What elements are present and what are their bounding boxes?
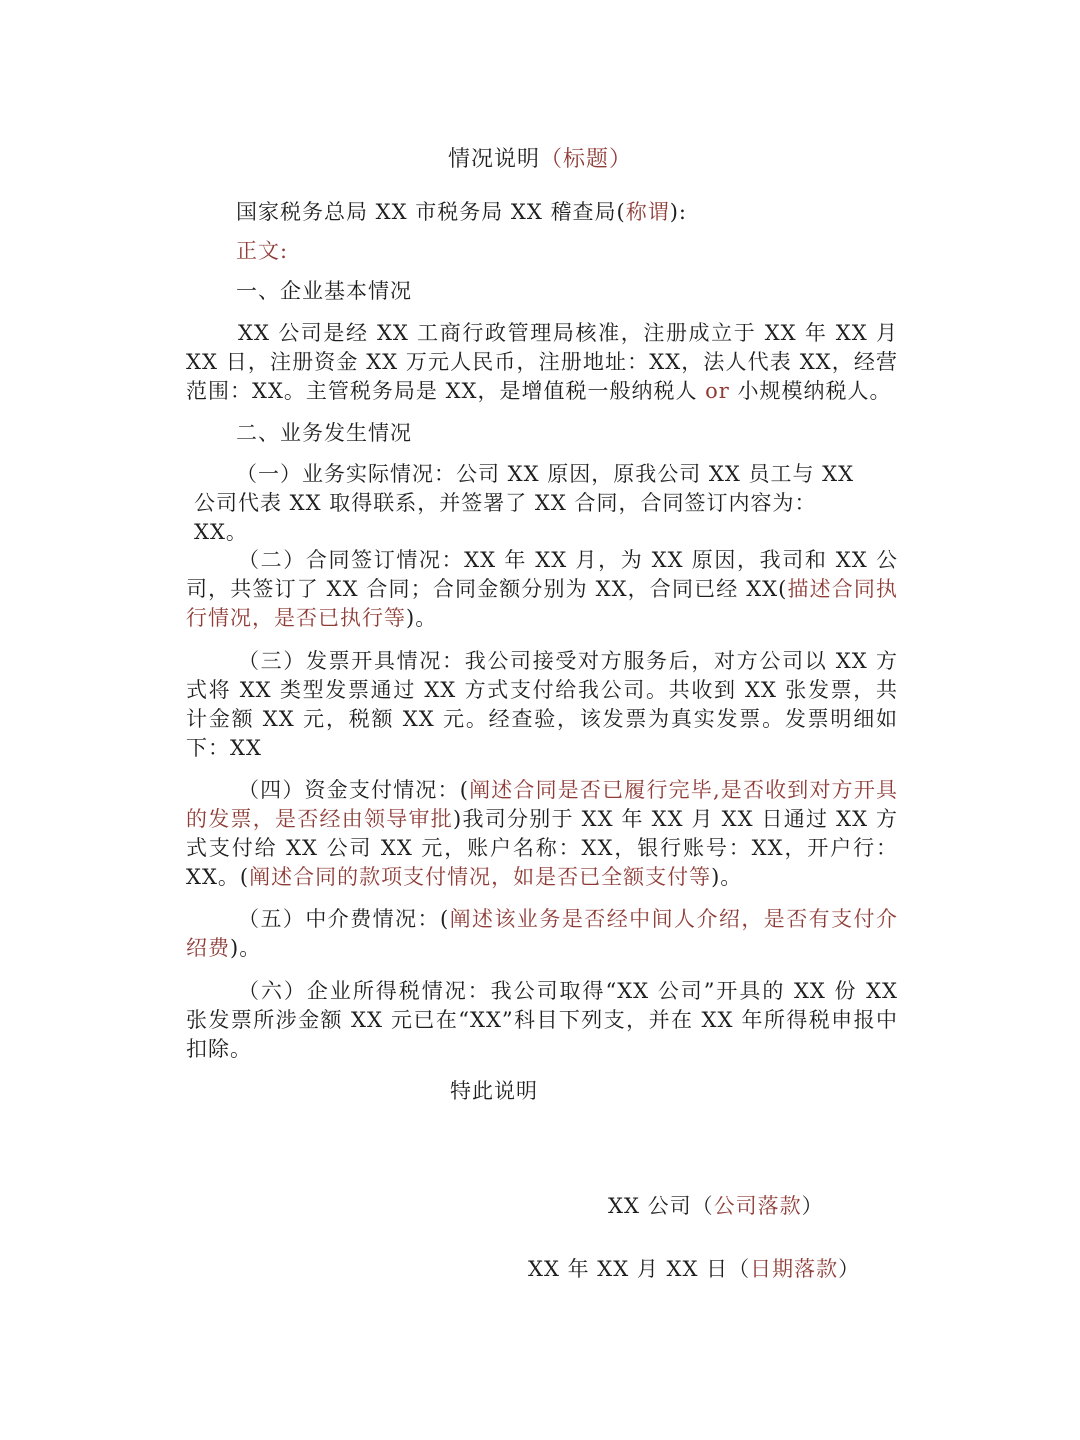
document-title [0, 145, 1080, 174]
salutation-end: ): [669, 200, 687, 224]
item2-text: （二）合同签订情况：XX 年 XX 月，为 XX 原因，我司和 XX 公司，共签订了 XX 合同；合同金额分别为 XX，合同已经 XX( [186, 548, 898, 601]
item2-paragraph [186, 546, 898, 633]
item1-line1: （一）业务实际情况：公司 XX 原因，原我公司 XX 员工与 XX [236, 462, 855, 486]
item4-paragraph [186, 776, 898, 892]
company-end: ） [801, 1194, 824, 1218]
item4-end: )。 [711, 865, 743, 889]
item1-line3: XX。 [194, 520, 248, 544]
item5-annotation: 阐述该业务是否经中间人介绍，是否有支付介绍费 [186, 907, 898, 960]
item2-annotation: 描述合同执行情况，是否已执行等 [186, 577, 899, 630]
section2-heading: 二、业务发生情况 [236, 421, 412, 445]
title-annotation: （标题） [540, 147, 633, 172]
date-text: XX 年 XX 月 XX 日（ [528, 1257, 751, 1281]
section1-heading: 一、企业基本情况 [236, 279, 412, 303]
title-text: 情况说明 [447, 147, 540, 172]
section1-paragraph [186, 319, 898, 406]
date-signature [528, 1255, 860, 1284]
date-annotation: 日期落款 [750, 1257, 839, 1281]
closing-text: 特此说明 [450, 1079, 538, 1103]
salutation [236, 198, 687, 227]
item4-annotation-b: 阐述合同的款项支付情况，如是否已全额支付等 [249, 865, 712, 889]
company-annotation: 公司落款 [713, 1194, 802, 1218]
section1-text: XX 公司是经 XX 工商行政管理局核准，注册成立于 XX 年 XX 月 XX 日，注册资金 XX 万元人民币，注册地址：XX，法人代表 XX，经营范围：XX。主管税务局是 XX，是增值税一般纳税人 [186, 321, 898, 403]
section1-or: or [705, 379, 730, 403]
item5-paragraph [186, 905, 898, 963]
company-text: XX 公司（ [608, 1194, 714, 1218]
item4-annotation-a: 阐述合同是否已履行完毕,是否收到对方开具的发票，是否经由领导审批 [186, 778, 898, 831]
item2-end: )。 [406, 606, 438, 630]
item5-text: （五）中介费情况：( [238, 907, 450, 931]
item4-text: （四）资金支付情况：( [238, 778, 469, 802]
item6-paragraph: （六）企业所得税情况：我公司取得“XX 公司”开具的 XX 份 XX 张发票所涉金额 XX 元已在“XX”科目下列支，并在 XX 年所得税申报中扣除。 [186, 979, 898, 1061]
body-label: 正文: [236, 239, 289, 263]
date-end: ） [838, 1257, 861, 1281]
company-signature [608, 1192, 824, 1221]
salutation-annotation: 称谓 [625, 200, 670, 224]
section1-text-end: 小规模纳税人。 [729, 379, 892, 403]
item4-text-b: )我司分别于 XX 年 XX 月 XX 日通过 XX 方式支付给 XX 公司 XX 元，账户名称：XX，银行账号：XX，开户行：XX。( [186, 807, 899, 889]
item3-paragraph: （三）发票开具情况：我公司接受对方服务后，对方公司以 XX 方式将 XX 类型发票通过 XX 方式支付给我公司。共收到 XX 张发票，共计金额 XX 元，税额 XX 元。经查验，该发票为真实发票。发票明细如下：XX [186, 649, 898, 760]
item1-line2: 公司代表 XX 取得联系，并签署了 XX 合同，合同签订内容为： [194, 491, 817, 515]
item5-end: )。 [230, 936, 262, 960]
salutation-text: 国家税务总局 XX 市税务局 XX 稽查局( [236, 200, 626, 224]
